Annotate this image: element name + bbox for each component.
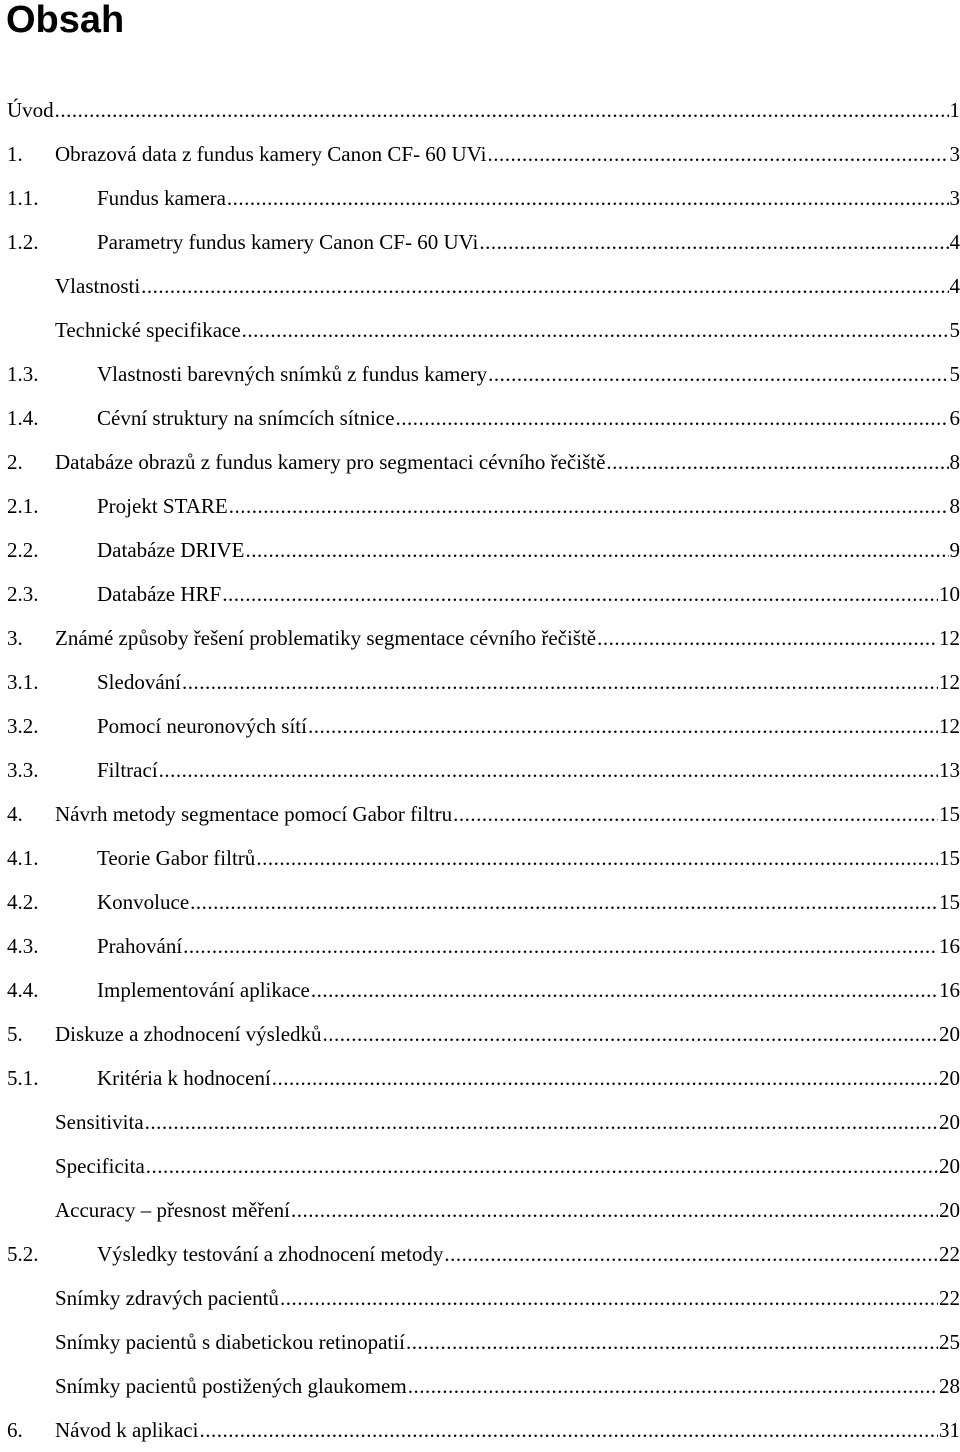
- toc-entry[interactable]: [0, 924, 960, 968]
- toc-entry-title: Pomocí neuronových sítí: [97, 704, 307, 748]
- toc-entry[interactable]: [0, 396, 960, 440]
- toc-entry-page-number: 16: [939, 968, 960, 1012]
- toc-entry-title: Návod k aplikaci: [55, 1408, 198, 1452]
- toc-entry-page-number: 8: [950, 440, 960, 484]
- toc-entry-body: [97, 880, 960, 924]
- dot-leader: [146, 1144, 938, 1188]
- toc-entry-title: Známé způsoby řešení problematiky segmentace cévního řečiště: [55, 616, 596, 660]
- toc-entry[interactable]: [0, 968, 960, 1012]
- toc-entry[interactable]: [0, 1056, 960, 1100]
- dot-leader: [159, 748, 938, 792]
- toc-entry-body: [7, 88, 960, 132]
- toc-entry-title: Snímky pacientů postižených glaukomem: [55, 1364, 407, 1408]
- dot-leader: [488, 352, 948, 396]
- toc-entry-body: [97, 660, 960, 704]
- dot-leader: [597, 616, 938, 660]
- toc-entry-body: [97, 1232, 960, 1276]
- dot-leader: [190, 880, 938, 924]
- toc-entry[interactable]: [0, 88, 960, 132]
- toc-entry-page-number: 22: [939, 1232, 960, 1276]
- toc-entry-number: 5.1.: [7, 1056, 39, 1100]
- toc-entry-body: [55, 440, 960, 484]
- toc-entry-page-number: 15: [939, 880, 960, 924]
- toc-entry-number: 4.3.: [7, 924, 39, 968]
- toc-entry[interactable]: [0, 836, 960, 880]
- toc-entry-number: 6.: [7, 1408, 23, 1452]
- dot-leader: [183, 924, 938, 968]
- toc-entry[interactable]: [0, 308, 960, 352]
- toc-entry-page-number: 3: [950, 132, 960, 176]
- toc-entry-title: Snímky zdravých pacientů: [55, 1276, 279, 1320]
- dot-leader: [323, 1012, 938, 1056]
- toc-entry-body: [55, 1188, 960, 1232]
- toc-entry[interactable]: [0, 660, 960, 704]
- dot-leader: [242, 308, 949, 352]
- toc-entry-page-number: 20: [939, 1144, 960, 1188]
- dot-leader: [311, 968, 938, 1012]
- toc-entry-title: Kritéria k hodnocení: [97, 1056, 271, 1100]
- toc-entry-title: Vlastnosti: [55, 264, 140, 308]
- toc-entry-body: [55, 1276, 960, 1320]
- toc-entry-number: 3.2.: [7, 704, 39, 748]
- table-of-contents: [0, 88, 960, 1452]
- dot-leader: [291, 1188, 938, 1232]
- dot-leader: [453, 792, 938, 836]
- toc-entry-page-number: 5: [950, 308, 960, 352]
- toc-entry-title: Diskuze a zhodnocení výsledků: [55, 1012, 322, 1056]
- toc-entry[interactable]: [0, 572, 960, 616]
- toc-entry-number: 4.: [7, 792, 23, 836]
- toc-entry-number: 2.1.: [7, 484, 39, 528]
- toc-entry-number: 5.2.: [7, 1232, 39, 1276]
- toc-entry[interactable]: [0, 484, 960, 528]
- toc-entry[interactable]: [0, 440, 960, 484]
- toc-entry[interactable]: [0, 1012, 960, 1056]
- toc-entry-title: Technické specifikace: [55, 308, 241, 352]
- toc-entry[interactable]: [0, 880, 960, 924]
- toc-entry-title: Filtrací: [97, 748, 158, 792]
- toc-entry-page-number: 12: [939, 660, 960, 704]
- toc-entry-body: [55, 616, 960, 660]
- dot-leader: [55, 88, 949, 132]
- toc-entry-page-number: 16: [939, 924, 960, 968]
- toc-entry-title: Konvoluce: [97, 880, 189, 924]
- toc-entry-title: Accuracy – přesnost měření: [55, 1188, 290, 1232]
- toc-entry-title: Parametry fundus kamery Canon CF- 60 UVi: [97, 220, 478, 264]
- toc-entry-body: [55, 264, 960, 308]
- toc-entry-body: [97, 924, 960, 968]
- toc-entry-body: [55, 792, 960, 836]
- toc-entry[interactable]: [0, 528, 960, 572]
- toc-entry-title: Cévní struktury na snímcích sítnice: [97, 396, 394, 440]
- toc-entry-title: Návrh metody segmentace pomocí Gabor filtru: [55, 792, 452, 836]
- toc-entry-body: [55, 1320, 960, 1364]
- toc-entry[interactable]: [0, 1276, 960, 1320]
- dot-leader: [280, 1276, 938, 1320]
- toc-entry[interactable]: [0, 1144, 960, 1188]
- dot-leader: [408, 1364, 938, 1408]
- toc-entry-body: [97, 572, 960, 616]
- toc-entry-page-number: 6: [950, 396, 960, 440]
- toc-entry[interactable]: [0, 792, 960, 836]
- toc-entry-body: [97, 704, 960, 748]
- toc-entry[interactable]: [0, 704, 960, 748]
- dot-leader: [199, 1408, 938, 1452]
- toc-entry-title: Fundus kamera: [97, 176, 226, 220]
- toc-entry-page-number: 15: [939, 792, 960, 836]
- toc-entry[interactable]: [0, 264, 960, 308]
- toc-entry-body: [55, 1364, 960, 1408]
- toc-entry-title: Výsledky testování a zhodnocení metody: [97, 1232, 443, 1276]
- toc-entry-body: [55, 1012, 960, 1056]
- toc-entry-body: [97, 396, 960, 440]
- toc-entry-number: 1.4.: [7, 396, 39, 440]
- toc-entry-body: [97, 1056, 960, 1100]
- toc-entry[interactable]: [0, 1408, 960, 1452]
- toc-entry-number: 2.: [7, 440, 23, 484]
- toc-entry[interactable]: [0, 1100, 960, 1144]
- dot-leader: [395, 396, 948, 440]
- toc-entry[interactable]: [0, 220, 960, 264]
- toc-entry-body: [97, 484, 960, 528]
- dot-leader: [256, 836, 938, 880]
- toc-entry-body: [55, 1100, 960, 1144]
- toc-entry-title: Sensitivita: [55, 1100, 144, 1144]
- toc-entry[interactable]: [0, 1232, 960, 1276]
- toc-entry-title: Projekt STARE: [97, 484, 228, 528]
- dot-leader: [606, 440, 948, 484]
- toc-entry[interactable]: [0, 748, 960, 792]
- toc-entry[interactable]: [0, 616, 960, 660]
- toc-entry-number: 4.2.: [7, 880, 39, 924]
- toc-entry-number: 1.1.: [7, 176, 39, 220]
- toc-entry-page-number: 28: [939, 1364, 960, 1408]
- toc-entry-page-number: 15: [939, 836, 960, 880]
- dot-leader: [246, 528, 949, 572]
- toc-entry-page-number: 12: [939, 616, 960, 660]
- toc-entry-page-number: 3: [950, 176, 960, 220]
- dot-leader: [182, 660, 938, 704]
- toc-entry-title: Specificita: [55, 1144, 145, 1188]
- dot-leader: [222, 572, 938, 616]
- toc-entry[interactable]: [0, 1188, 960, 1232]
- toc-entry-title: Vlastnosti barevných snímků z fundus kamery: [97, 352, 487, 396]
- toc-entry-number: 3.1.: [7, 660, 39, 704]
- toc-entry-page-number: 13: [939, 748, 960, 792]
- dot-leader: [272, 1056, 938, 1100]
- toc-entry-title: Snímky pacientů s diabetickou retinopatií: [55, 1320, 405, 1364]
- toc-entry-page-number: 31: [939, 1408, 960, 1452]
- dot-leader: [479, 220, 948, 264]
- toc-entry-title: Databáze HRF: [97, 572, 221, 616]
- toc-entry[interactable]: [0, 176, 960, 220]
- toc-entry-number: 2.2.: [7, 528, 39, 572]
- dot-leader: [145, 1100, 938, 1144]
- toc-entry-number: 1.2.: [7, 220, 39, 264]
- toc-entry-number: 3.3.: [7, 748, 39, 792]
- toc-entry-body: [55, 1408, 960, 1452]
- toc-entry-body: [97, 528, 960, 572]
- toc-entry-body: [55, 308, 960, 352]
- toc-entry-number: 4.4.: [7, 968, 39, 1012]
- toc-entry-title: Teorie Gabor filtrů: [97, 836, 255, 880]
- toc-entry[interactable]: [0, 1320, 960, 1364]
- toc-entry-page-number: 4: [950, 264, 960, 308]
- toc-entry-body: [97, 748, 960, 792]
- toc-entry-page-number: 1: [950, 88, 960, 132]
- toc-entry-title: Databáze DRIVE: [97, 528, 245, 572]
- toc-entry-page-number: 4: [950, 220, 960, 264]
- toc-entry-page-number: 8: [950, 484, 960, 528]
- toc-entry-number: 1.3.: [7, 352, 39, 396]
- toc-entry-page-number: 20: [939, 1188, 960, 1232]
- toc-entry-page-number: 5: [950, 352, 960, 396]
- toc-entry-number: 2.3.: [7, 572, 39, 616]
- toc-entry-title: Prahování: [97, 924, 182, 968]
- dot-leader: [229, 484, 949, 528]
- dot-leader: [227, 176, 949, 220]
- toc-entry-page-number: 20: [939, 1012, 960, 1056]
- toc-entry-number: 3.: [7, 616, 23, 660]
- toc-entry-title: Obrazová data z fundus kamery Canon CF- 60 UVi: [55, 132, 486, 176]
- toc-entry-page-number: 12: [939, 704, 960, 748]
- toc-entry-body: [55, 132, 960, 176]
- toc-entry-number: 1.: [7, 132, 23, 176]
- toc-entry-body: [97, 968, 960, 1012]
- toc-entry-number: 4.1.: [7, 836, 39, 880]
- toc-entry-page-number: 20: [939, 1056, 960, 1100]
- toc-entry-body: [97, 176, 960, 220]
- dot-leader: [487, 132, 948, 176]
- toc-entry-number: 5.: [7, 1012, 23, 1056]
- toc-entry-title: Úvod: [7, 88, 54, 132]
- toc-entry-body: [97, 220, 960, 264]
- toc-entry-title: Databáze obrazů z fundus kamery pro segmentaci cévního řečiště: [55, 440, 605, 484]
- toc-entry-page-number: 25: [939, 1320, 960, 1364]
- toc-entry-page-number: 20: [939, 1100, 960, 1144]
- toc-entry-body: [55, 1144, 960, 1188]
- toc-entry-body: [97, 836, 960, 880]
- toc-entry-title: Implementování aplikace: [97, 968, 310, 1012]
- toc-entry[interactable]: [0, 132, 960, 176]
- page-title: Obsah: [6, 0, 124, 42]
- dot-leader: [141, 264, 948, 308]
- toc-entry-title: Sledování: [97, 660, 181, 704]
- dot-leader: [444, 1232, 938, 1276]
- dot-leader: [406, 1320, 938, 1364]
- dot-leader: [308, 704, 938, 748]
- toc-entry-page-number: 22: [939, 1276, 960, 1320]
- toc-entry[interactable]: [0, 1364, 960, 1408]
- toc-entry-body: [97, 352, 960, 396]
- toc-entry-page-number: 10: [939, 572, 960, 616]
- toc-entry-page-number: 9: [950, 528, 960, 572]
- toc-entry[interactable]: [0, 352, 960, 396]
